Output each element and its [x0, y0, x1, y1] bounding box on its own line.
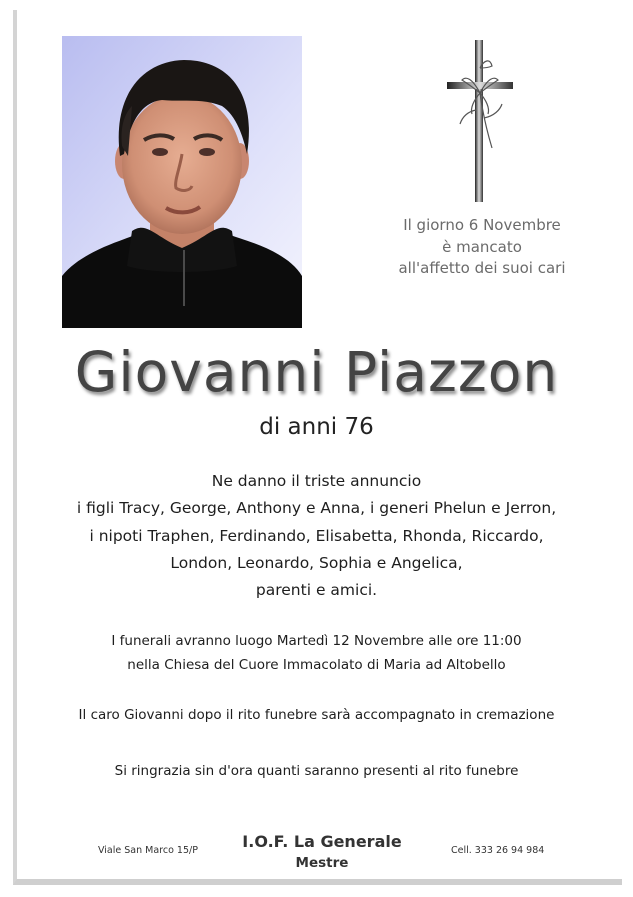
- cremation-line: Il caro Giovanni dopo il rito funebre sarà accompagnato in cremazione: [78, 707, 555, 723]
- funeral-home-name: I.O.F. La Generale: [242, 832, 402, 851]
- announcement-line: i nipoti Traphen, Ferdinando, Elisabetta, Rhonda, Riccardo,: [89, 526, 544, 545]
- funeral-home-city: Mestre: [295, 855, 349, 871]
- funeral-home: [221, 831, 423, 873]
- thanks-note: [30, 760, 603, 782]
- passing-line-1: Il giorno 6 Novembre: [403, 216, 561, 234]
- funeral-home-phone: Cell. 333 26 94 984: [451, 845, 545, 856]
- deceased-age: di anni 76: [259, 414, 374, 440]
- announcement-line: parenti e amici.: [255, 581, 378, 600]
- funeral-details: [30, 629, 603, 677]
- cross-with-lily-icon: [444, 38, 516, 204]
- cremation-note: [30, 704, 603, 726]
- passing-line-3: all'affetto dei suoi cari: [398, 259, 566, 277]
- thanks-line: Si ringrazia sin d'ora quanti saranno presenti al rito funebre: [114, 763, 519, 779]
- announcement-block: [30, 468, 603, 604]
- deceased-name: Giovanni Piazzon: [74, 340, 559, 404]
- passing-notice: [382, 215, 582, 280]
- announcement-line: i figli Tracy, George, Anthony e Anna, i generi Phelun e Jerron,: [76, 499, 557, 518]
- portrait-photo: [62, 36, 302, 328]
- funeral-home-address: Viale San Marco 15/P: [98, 845, 198, 856]
- funeral-line: nella Chiesa del Cuore Immacolato di Maria ad Altobello: [127, 657, 506, 673]
- announcement-line: Ne danno il triste annuncio: [211, 472, 422, 490]
- funeral-line: I funerali avranno luogo Martedì 12 Novembre alle ore 11:00: [111, 633, 522, 649]
- passing-line-2: è mancato: [442, 237, 522, 256]
- announcement-line: London, Leonardo, Sophia e Angelica,: [170, 553, 463, 572]
